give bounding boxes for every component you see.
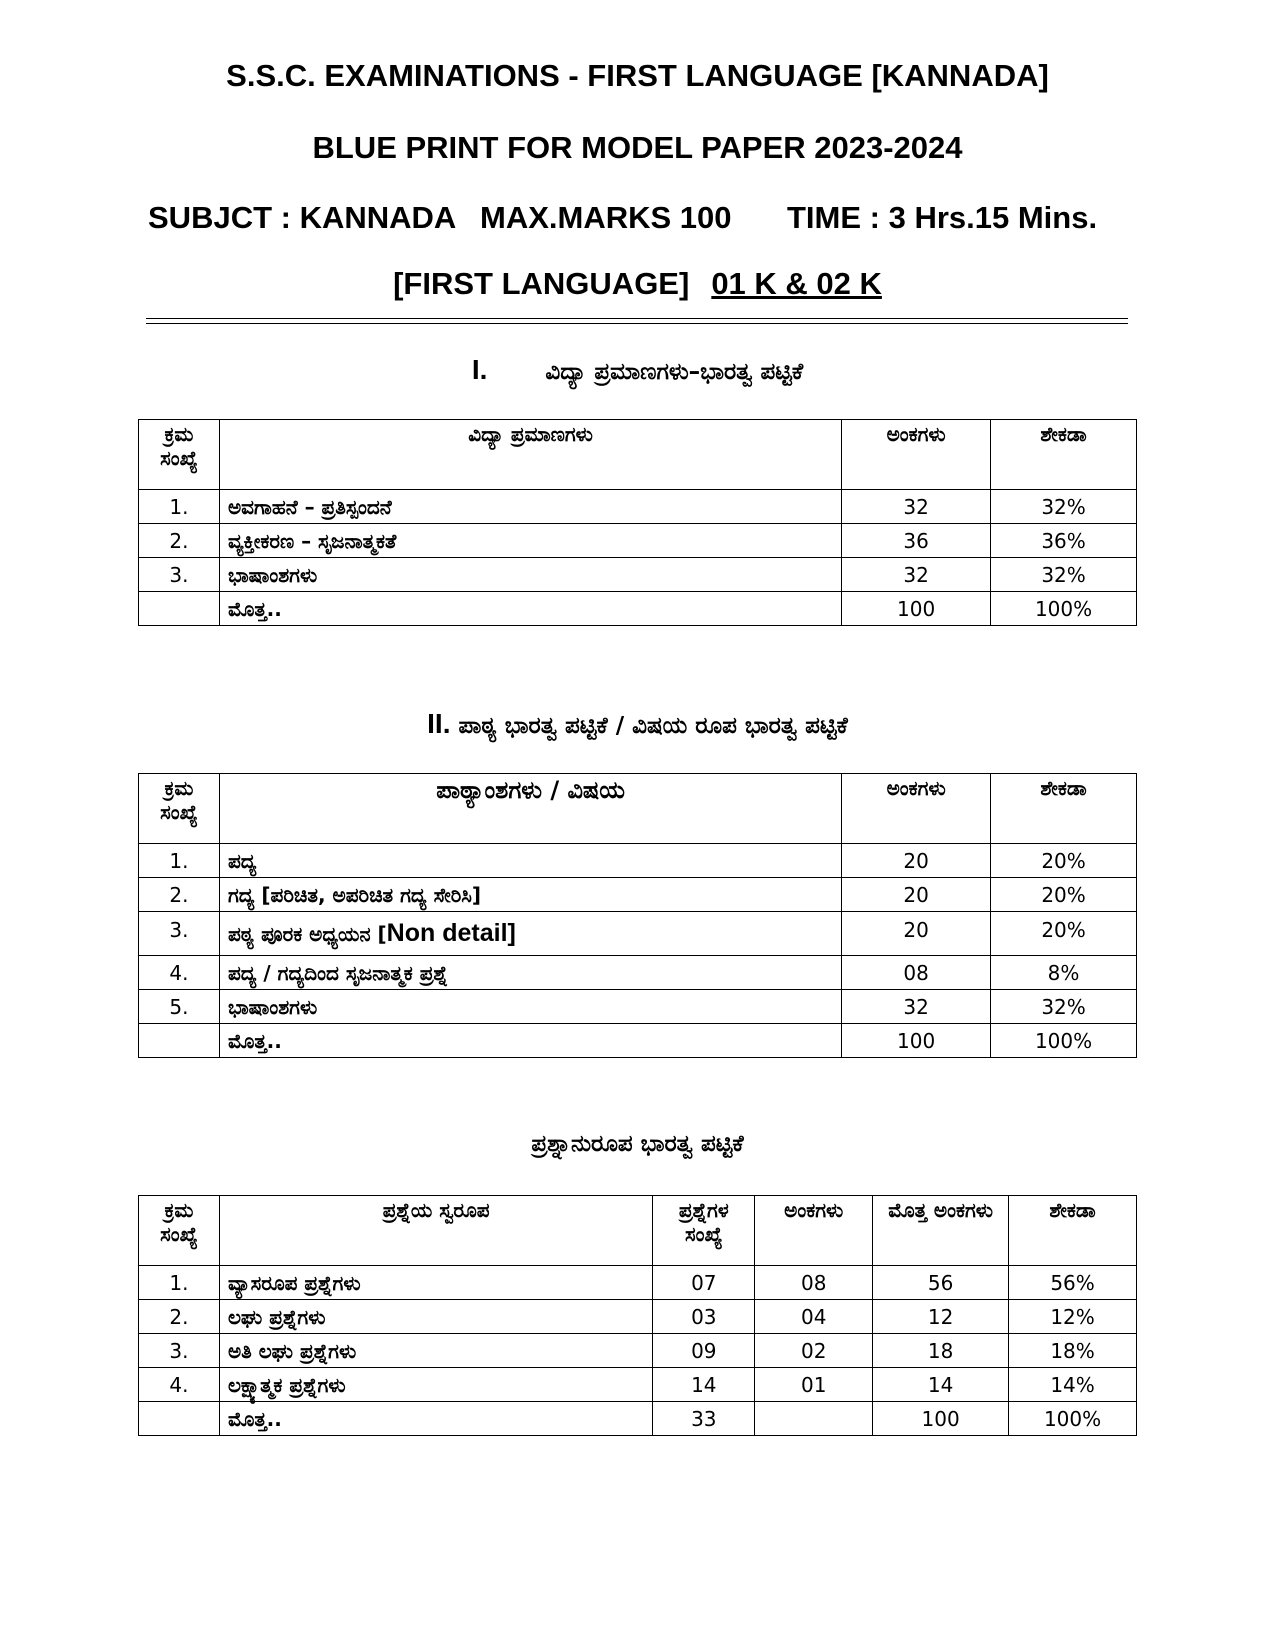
section1-table	[138, 419, 1137, 626]
col-question-type: ಪ್ರಶ್ನೆಯ ಸ್ವರೂಪ	[219, 1196, 652, 1266]
cell-item: ಗದ್ಯ [ಪರಿಚಿತ, ಅಪರಿಚಿತ ಗದ್ಯ ಸೇರಿಸಿ]	[219, 878, 841, 912]
cell-count: 33	[653, 1402, 755, 1436]
subject-label: SUBJCT : KANNADA	[148, 200, 457, 235]
section3-title: ಪ್ರಶ್ನಾನುರೂಪ ಭಾರತ್ವ ಪಟ್ಟಿಕೆ	[531, 1131, 744, 1157]
cell-serial: 3.	[139, 1334, 220, 1368]
cell-marks: 100	[842, 592, 991, 626]
cell-serial	[139, 1402, 220, 1436]
cell-type: ವ್ಯಾಸರೂಪ ಪ್ರಶ್ನೆಗಳು	[219, 1266, 652, 1300]
paper-codes: 01 K & 02 K	[711, 266, 882, 301]
section1-roman: I.	[471, 354, 488, 385]
col-percent: ಶೇಕಡಾ	[1009, 1196, 1137, 1266]
cell-type: ಅತಿ ಲಘು ಪ್ರಶ್ನೆಗಳು	[219, 1334, 652, 1368]
cell-serial: 3.	[139, 912, 220, 956]
cell-percent: 20%	[991, 912, 1137, 956]
cell-percent: 56%	[1009, 1266, 1137, 1300]
table-row	[139, 558, 1137, 592]
cell-percent: 14%	[1009, 1368, 1137, 1402]
cell-serial: 1.	[139, 490, 220, 524]
cell-marks: 01	[755, 1368, 873, 1402]
cell-percent: 32%	[991, 558, 1137, 592]
table-row	[139, 912, 1137, 956]
cell-item: ಪದ್ಯ	[219, 844, 841, 878]
cell-marks: 20	[842, 912, 991, 956]
cell-item: ಭಾಷಾಂಶಗಳು	[219, 990, 841, 1024]
cell-item: ಅವಗಾಹನೆ – ಪ್ರತಿಸ್ಪಂದನೆ	[219, 490, 841, 524]
table-row	[139, 956, 1137, 990]
cell-percent: 12%	[1009, 1300, 1137, 1334]
table-row	[139, 490, 1137, 524]
cell-percent: 100%	[991, 592, 1137, 626]
cell-item: ಪದ್ಯ / ಗದ್ಯದಿಂದ ಸೃಜನಾತ್ಮಕ ಪ್ರಶ್ನೆ	[219, 956, 841, 990]
cell-serial: 2.	[139, 1300, 220, 1334]
table-row	[139, 844, 1137, 878]
col-marks: ಅಂಕಗಳು	[755, 1196, 873, 1266]
cell-total: 12	[873, 1300, 1009, 1334]
col-serial: ಕ್ರಮ ಸಂಖ್ಯೆ	[139, 774, 220, 844]
table-header-row	[139, 774, 1137, 844]
cell-marks: 20	[842, 844, 991, 878]
cell-item-english: Non detail]	[386, 919, 516, 947]
cell-percent: 32%	[991, 990, 1137, 1024]
cell-marks: 100	[842, 1024, 991, 1058]
cell-serial	[139, 592, 220, 626]
cell-percent: 20%	[991, 878, 1137, 912]
cell-serial: 1.	[139, 844, 220, 878]
section2-table	[138, 773, 1137, 1058]
cell-percent: 8%	[991, 956, 1137, 990]
cell-total: 56	[873, 1266, 1009, 1300]
table-row	[139, 1266, 1137, 1300]
cell-serial: 2.	[139, 524, 220, 558]
cell-percent: 36%	[991, 524, 1137, 558]
cell-marks: 08	[842, 956, 991, 990]
col-competency: ವಿದ್ಯಾ ಪ್ರಮಾಣಗಳು	[219, 420, 841, 490]
table-row	[139, 990, 1137, 1024]
cell-serial: 1.	[139, 1266, 220, 1300]
table-row	[139, 1300, 1137, 1334]
table-header-row	[139, 420, 1137, 490]
cell-total: 100	[873, 1402, 1009, 1436]
cell-item: ವ್ಯಕ್ತೀಕರಣ – ಸೃಜನಾತ್ಮಕತೆ	[219, 524, 841, 558]
cell-percent: 100%	[1009, 1402, 1137, 1436]
cell-item: ಮೊತ್ತ..	[219, 592, 841, 626]
cell-total: 18	[873, 1334, 1009, 1368]
cell-percent: 18%	[1009, 1334, 1137, 1368]
cell-count: 07	[653, 1266, 755, 1300]
cell-serial: 5.	[139, 990, 220, 1024]
section1-title	[0, 354, 1275, 386]
header-divider-top	[146, 318, 1128, 319]
cell-percent: 100%	[991, 1024, 1137, 1058]
cell-percent: 32%	[991, 490, 1137, 524]
cell-marks: 04	[755, 1300, 873, 1334]
time-label: TIME : 3 Hrs.15 Mins.	[787, 200, 1098, 235]
section2-heading: ಪಾಠ್ಯ ಭಾರತ್ವ ಪಟ್ಟಿಕೆ / ವಿಷಯ ರೂಪ ಭಾರತ್ವ ಪಟ್ಟಿಕೆ	[458, 713, 848, 739]
col-percent: ಶೇಕಡಾ	[991, 774, 1137, 844]
cell-item: ಭಾಷಾಂಶಗಳು	[219, 558, 841, 592]
col-question-count: ಪ್ರಶ್ನೆಗಳ ಸಂಖ್ಯೆ	[653, 1196, 755, 1266]
col-percent: ಶೇಕಡಾ	[991, 420, 1137, 490]
table-row	[139, 1334, 1137, 1368]
cell-item: ಮೊತ್ತ..	[219, 1024, 841, 1058]
section1-heading: ವಿದ್ಯಾ ಪ್ರಮಾಣಗಳು–ಭಾರತ್ವ ಪಟ್ಟಿಕೆ	[545, 359, 804, 385]
cell-type: ಮೊತ್ತ..	[219, 1402, 652, 1436]
cell-marks: 32	[842, 990, 991, 1024]
table-row	[139, 1368, 1137, 1402]
section3-table	[138, 1195, 1137, 1436]
cell-item-kannada: ಪಠ್ಯ ಪೂರಕ ಅಧ್ಯಯನ [	[227, 922, 387, 946]
cell-percent: 20%	[991, 844, 1137, 878]
cell-total: 14	[873, 1368, 1009, 1402]
col-serial: ಕ್ರಮ ಸಂಖ್ಯೆ	[139, 1196, 220, 1266]
cell-serial: 4.	[139, 1368, 220, 1402]
cell-serial: 2.	[139, 878, 220, 912]
cell-marks: 32	[842, 490, 991, 524]
header-divider-bottom	[146, 323, 1128, 324]
cell-serial: 4.	[139, 956, 220, 990]
cell-item	[219, 912, 841, 956]
cell-count: 09	[653, 1334, 755, 1368]
max-marks-label: MAX.MARKS 100	[480, 200, 732, 235]
section2-roman: II.	[427, 708, 451, 739]
cell-count: 03	[653, 1300, 755, 1334]
total-row	[139, 1402, 1137, 1436]
col-marks: ಅಂಕಗಳು	[842, 420, 991, 490]
cell-marks: 32	[842, 558, 991, 592]
cell-marks: 20	[842, 878, 991, 912]
blueprint-title: BLUE PRINT FOR MODEL PAPER 2023-2024	[312, 130, 963, 165]
first-language-label: [FIRST LANGUAGE]	[393, 266, 690, 301]
cell-marks: 08	[755, 1266, 873, 1300]
col-serial: ಕ್ರಮ ಸಂಖ್ಯೆ	[139, 420, 220, 490]
cell-count: 14	[653, 1368, 755, 1402]
cell-marks	[755, 1402, 873, 1436]
table-row	[139, 878, 1137, 912]
col-topic: ಪಾಠ್ಯಾಂಶಗಳು / ವಿಷಯ	[219, 774, 841, 844]
cell-serial	[139, 1024, 220, 1058]
table-row	[139, 524, 1137, 558]
col-marks: ಅಂಕಗಳು	[842, 774, 991, 844]
cell-type: ಲಘು ಪ್ರಶ್ನೆಗಳು	[219, 1300, 652, 1334]
cell-type: ಲಕ್ಷ್ಯಾತ್ಮಕ ಪ್ರಶ್ನೆಗಳು	[219, 1368, 652, 1402]
cell-marks: 36	[842, 524, 991, 558]
section2-title	[0, 708, 1275, 740]
first-language-line	[0, 266, 1275, 302]
total-row	[139, 1024, 1137, 1058]
cell-serial: 3.	[139, 558, 220, 592]
col-total-marks: ಮೊತ್ತ ಅಂಕಗಳು	[873, 1196, 1009, 1266]
exam-title: S.S.C. EXAMINATIONS - FIRST LANGUAGE [KANNADA]	[226, 58, 1049, 93]
total-row	[139, 592, 1137, 626]
table-header-row	[139, 1196, 1137, 1266]
cell-marks: 02	[755, 1334, 873, 1368]
